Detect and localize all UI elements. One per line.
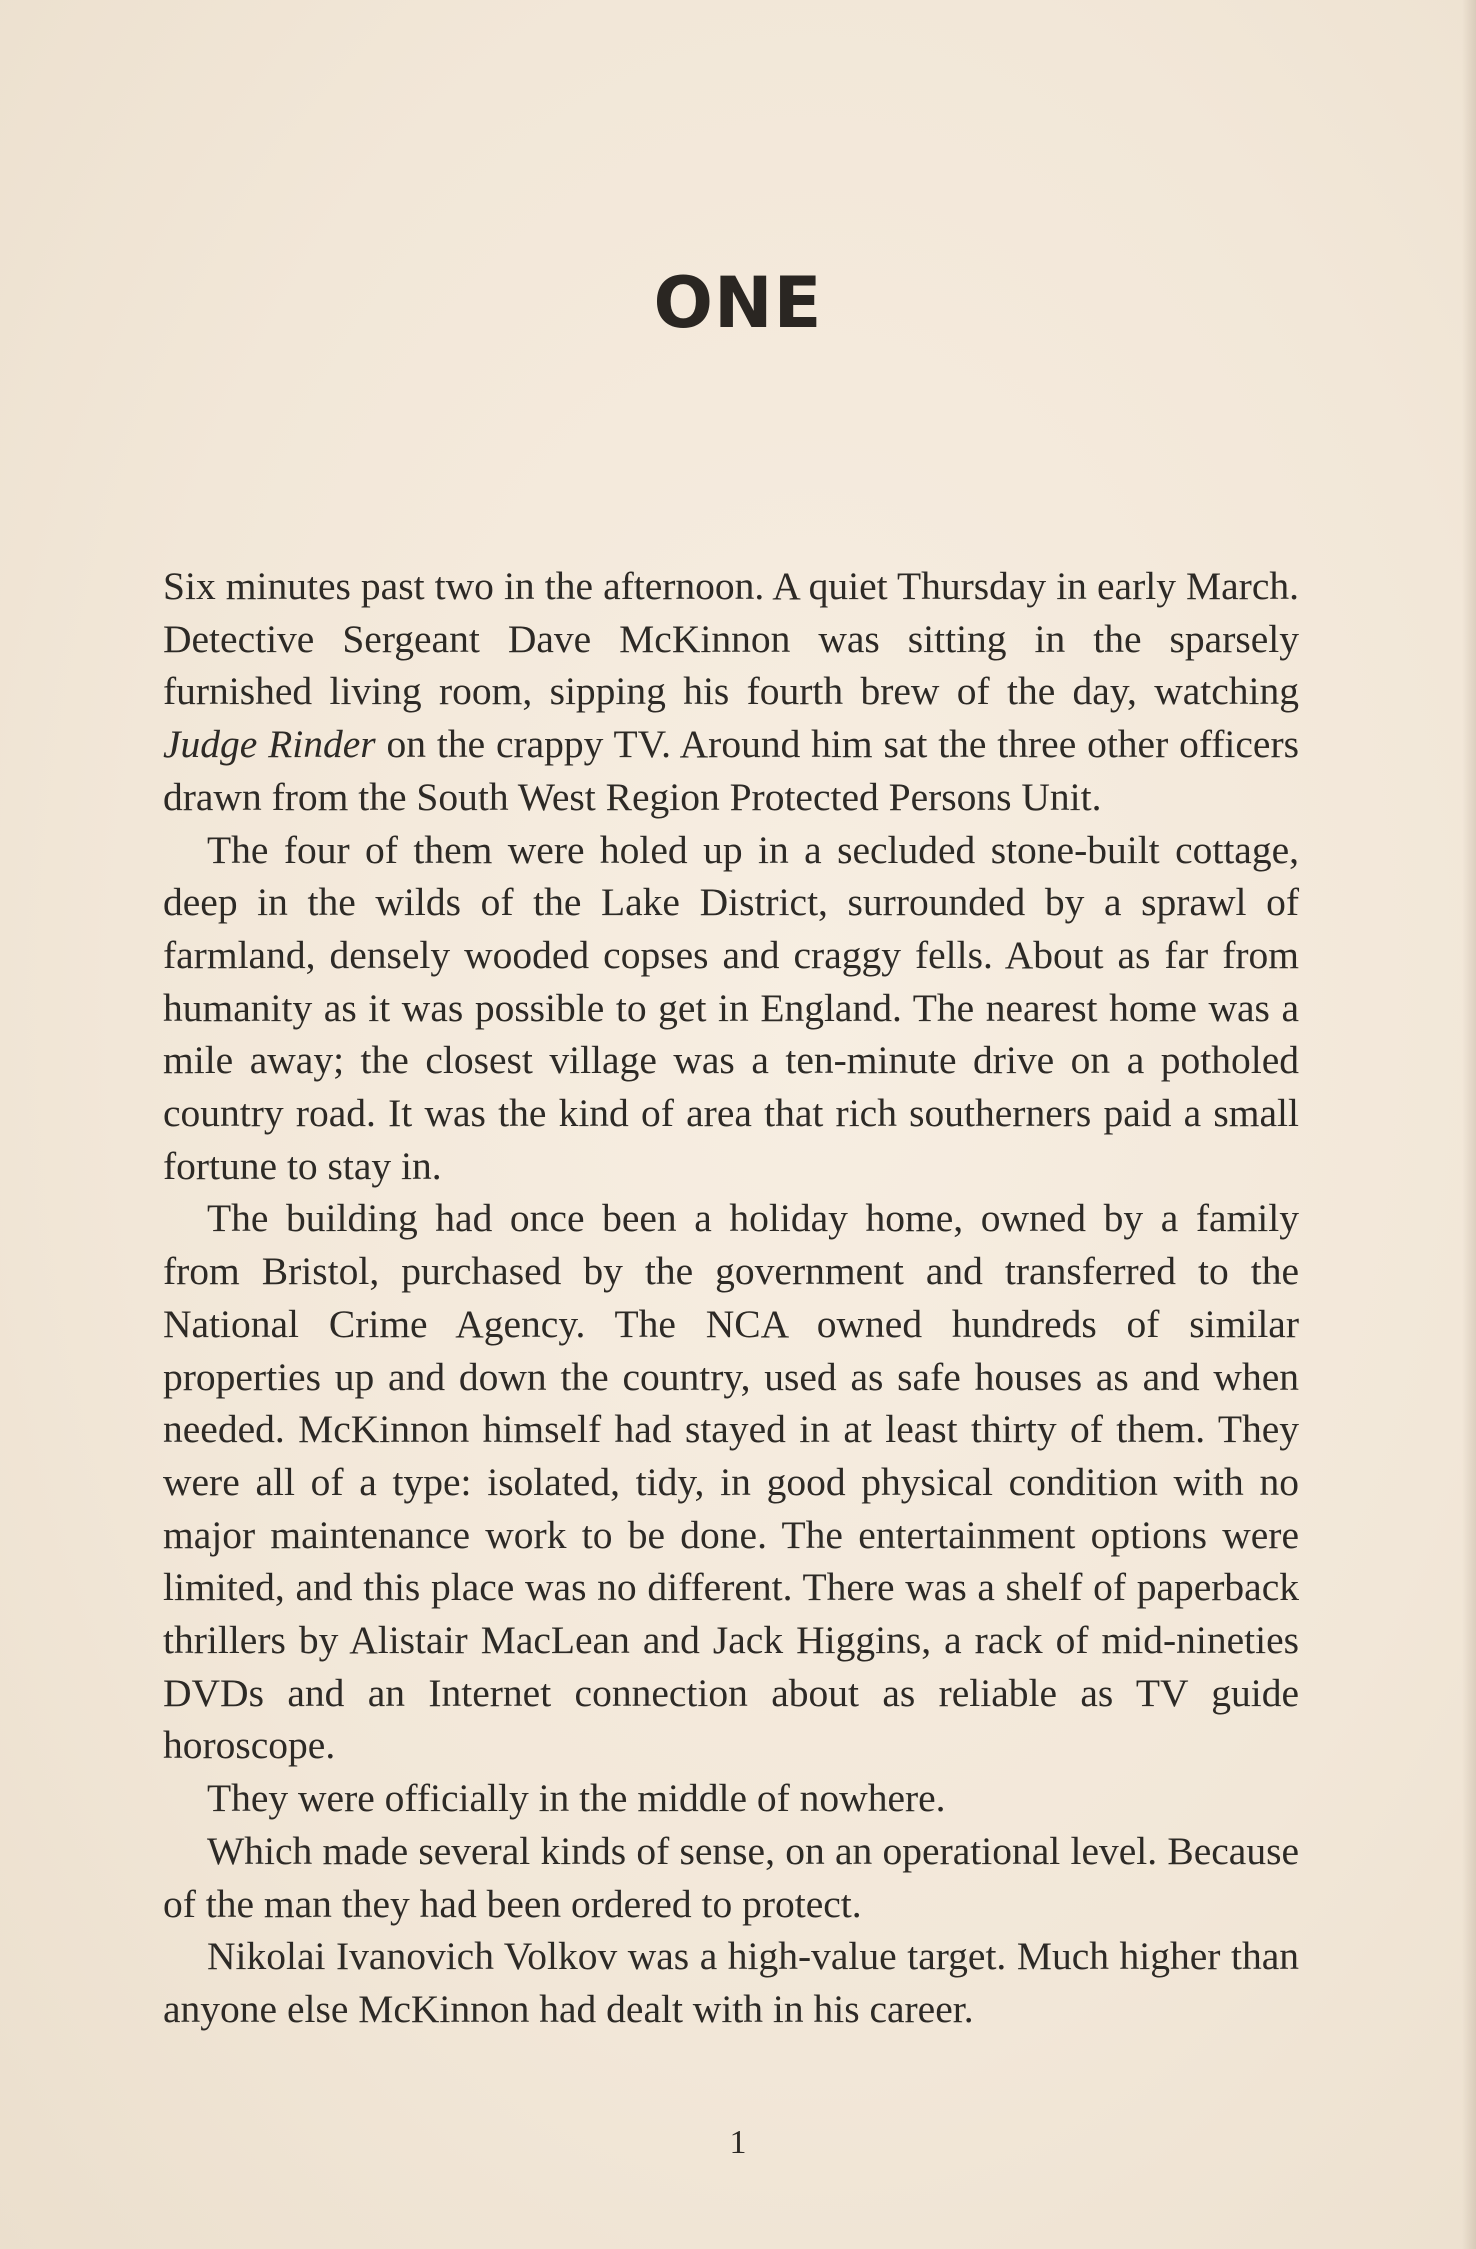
- paragraph-1: [163, 560, 1299, 824]
- paragraph-3: The building had once been a holiday home, owned by a family from Bristol, purchased by the government and transferred to the National Crime Agency. The NCA owned hundreds of similar properties up and down the country, used as safe houses as and when needed. McKinnon himself had stayed in at least thirty of them. They were all of a type: isolated, tidy, in good physical condition with no major maintenance work to be done. The entertainment options were limited, and this place was no different. There was a shelf of paperback thrillers by Alistair MacLean and Jack Higgins, a rack of mid-nineties DVDs and an Internet connection about as reliable as TV guide horoscope.: [163, 1196, 1299, 1768]
- page-number: 1: [729, 2124, 747, 2161]
- show-title-italic: Judge Rinder: [163, 722, 376, 767]
- paragraph-4: They were officially in the middle of nowhere.: [207, 1776, 946, 1821]
- chapter-title: ONE: [653, 262, 823, 344]
- chapter-body: [163, 560, 1299, 2036]
- paragraph-5: Which made several kinds of sense, on an operational level. Because of the man they had been ordered to protect.: [163, 1828, 1299, 1926]
- paragraph-1-text-end: on the crappy TV. Around him sat the three other officers drawn from the South West Region Protected Persons Unit.: [163, 722, 1299, 819]
- paragraph-1-text-start: Six minutes past two in the afternoon. A quiet Thursday in early March. Detective Sergeant Dave McKinnon was sitting in the sparsely furnished living room, sipping his fourth brew of the day, watching: [163, 564, 1299, 714]
- paragraph-6: Nikolai Ivanovich Volkov was a high-value target. Much higher than anyone else McKinnon had dealt with in his career.: [163, 1934, 1299, 2031]
- paragraph-2: The four of them were holed up in a secluded stone-built cottage, deep in the wilds of the Lake District, surrounded by a sprawl of farmland, densely wooded copses and craggy fells. About as far from humanity as it was possible to get in England. The nearest home was a mile away; the closest village was a ten-minute drive on a potholed country road. It was the kind of area that rich southerners paid a small fortune to stay in.: [163, 827, 1299, 1188]
